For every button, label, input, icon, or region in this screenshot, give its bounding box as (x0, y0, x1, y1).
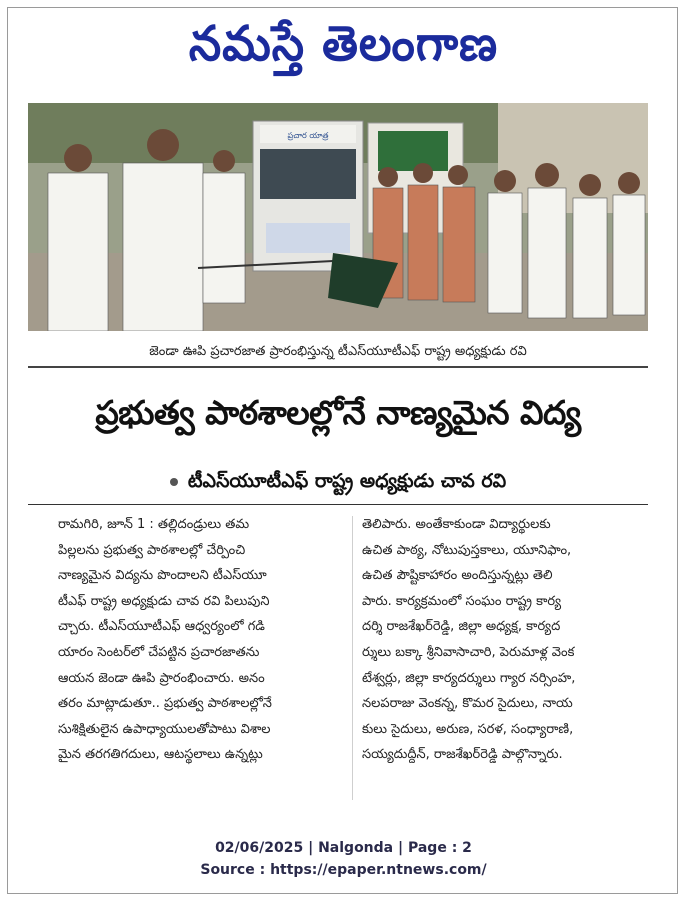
article-line: దర్శి రాజశేఖర్‌రెడ్డి, జిల్లా అధ్యక్ష, కార్యద (362, 619, 561, 635)
news-photo-illustration (28, 103, 648, 331)
article-line: టేశ్వర్లు, జిల్లా కార్యదర్శులు గ్యార నర్సింహ, (362, 670, 576, 686)
subheadline-text: టీఎస్‌యూటీఎఫ్ రాష్ట్ర అధ్యక్షుడు చావ రవి (187, 470, 507, 492)
article-line: తరం మాట్లాడుతూ.. ప్రభుత్వ పాఠశాలల్లోనే (58, 696, 272, 712)
article-line: రామగిరి, జూన్ 1 : తల్లిదండ్రులు తమ (58, 517, 250, 532)
edition-info: 02/06/2025 | Nalgonda | Page : 2 (215, 840, 472, 856)
article-subheadline (28, 465, 648, 497)
article-line: ఉచిత పాఠ్య, నోటుపుస్తకాలు, యూనిఫాం, (362, 542, 572, 558)
article-line: సయ్యదుద్దీన్, రాజశేఖర్‌రెడ్డి పాల్గొన్నారు. (362, 747, 563, 763)
article-line: తెలిపారు. అంతేకాకుండా విద్యార్థులకు (362, 517, 551, 532)
article-line: యారం సెంటర్‌లో చేపట్టిన ప్రచారజాతను (58, 644, 260, 660)
article-line: ఆయన జెండా ఊపి ప్రారంభించారు. అనం (58, 670, 265, 686)
bullet-icon (170, 478, 178, 486)
article-line: నాణ్యమైన విద్యను పొందాలని టీఎస్‌యూ (58, 568, 267, 584)
news-photo (28, 103, 648, 331)
masthead-logo: నమస్తే తెలంగాణ (188, 14, 499, 72)
article-line: సుశిక్షితులైన ఉపాధ్యాయులతోపాటు విశాల (58, 721, 271, 737)
article-line: చ్చారు. టీఎస్‌యూటీఎఫ్ ఆధ్వర్యంలో గడి (58, 619, 265, 635)
article-line: ఉచిత పౌష్టికాహారం అందిస్తున్నట్లు తెలి (362, 568, 553, 584)
article-line: పారు. కార్యక్రమంలో సంఘం రాష్ట్ర కార్య (362, 593, 562, 609)
article-headline: ప్రభుత్వ పాఠశాలల్లోనే నాణ్యమైన విద్య (95, 393, 581, 432)
source-link[interactable]: Source : https://epaper.ntnews.com/ (200, 862, 487, 878)
article-line: టీఎఫ్ రాష్ట్ర అధ్యక్షుడు చావ రవి పిలుపుని (58, 593, 270, 609)
article-line: నలపరాజు వెంకన్న, కొమర సైదులు, నాయ (362, 696, 573, 712)
banner-text: ప్రచార యాత్ర (287, 131, 329, 140)
article-column-right (362, 512, 652, 768)
section-divider (28, 504, 648, 505)
article-column-left (58, 512, 348, 768)
column-divider (352, 516, 353, 800)
article-line: ర్శులు బక్కా శ్రీనివాసాచారి, పెరుమాళ్ల వెంక (362, 644, 575, 660)
article-line: కులు సైదులు, అరుణ, సరళ, సంధ్యారాణి, (362, 721, 574, 737)
article-line: మైన తరగతిగదులు, ఆటస్థలాలు ఉన్నట్లు (58, 747, 263, 763)
article-line: పిల్లలను ప్రభుత్వ పాఠశాలల్లో చేర్పించి (58, 542, 246, 558)
photo-caption: జెండా ఊపి ప్రచారజాత ప్రారంభిస్తున్న టీఎస్‌యూటీఎఫ్ రాష్ట్ర అధ్యక్షుడు రవి (28, 338, 648, 368)
